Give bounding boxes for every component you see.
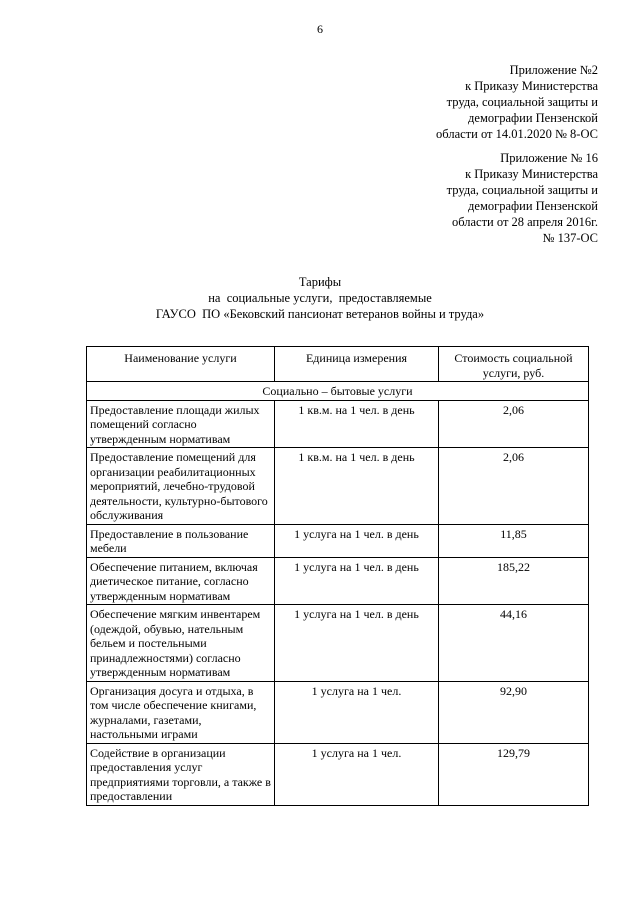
unit-cell: 1 кв.м. на 1 чел. в день bbox=[275, 448, 439, 525]
table-header-row bbox=[87, 347, 589, 382]
table-row bbox=[87, 605, 589, 682]
document-title bbox=[0, 274, 640, 322]
unit-cell: 1 услуга на 1 чел. bbox=[275, 681, 439, 743]
annex-1-line: к Приказу Министерства bbox=[465, 79, 598, 93]
table-row bbox=[87, 557, 589, 605]
header-service-name: Наименование услуги bbox=[87, 347, 275, 382]
unit-cell: 1 услуга на 1 чел. в день bbox=[275, 605, 439, 682]
title-line-services: на социальные услуги, предоставляемые bbox=[208, 291, 432, 305]
table-row bbox=[87, 448, 589, 525]
service-name-cell: Содействие в организации предоставления услуг предприятиями торговли, а также в предоставлении bbox=[87, 743, 275, 805]
annex-2-line: области от 28 апреля 2016г. bbox=[451, 215, 598, 229]
service-name-cell: Предоставление в пользование мебели bbox=[87, 524, 275, 557]
cost-cell: 11,85 bbox=[439, 524, 589, 557]
table-row bbox=[87, 400, 589, 448]
title-line-tariffs: Тарифы bbox=[298, 275, 342, 289]
annex-reference-current bbox=[436, 62, 598, 142]
unit-cell: 1 услуга на 1 чел. bbox=[275, 743, 439, 805]
annex-1-line: демографии Пензенской bbox=[468, 111, 598, 125]
unit-cell: 1 кв.м. на 1 чел. в день bbox=[275, 400, 439, 448]
annex-2-line: № 137-ОС bbox=[542, 231, 598, 245]
cost-cell: 92,90 bbox=[439, 681, 589, 743]
service-name-cell: Обеспечение питанием, включая диетическое питание, согласно утвержденным нормативам bbox=[87, 557, 275, 605]
service-name-cell: Предоставление площади жилых помещений согласно утвержденным нормативам bbox=[87, 400, 275, 448]
unit-cell: 1 услуга на 1 чел. в день bbox=[275, 524, 439, 557]
cost-cell: 2,06 bbox=[439, 400, 589, 448]
table-row bbox=[87, 681, 589, 743]
title-line-institution: ГАУСО ПО «Бековский пансионат ветеранов войны и труда» bbox=[155, 307, 485, 321]
annex-1-line: области от 14.01.2020 № 8-ОС bbox=[436, 127, 598, 141]
page-number: 6 bbox=[317, 22, 323, 36]
annex-2-line: Приложение № 16 bbox=[500, 151, 598, 165]
section-row bbox=[87, 382, 589, 401]
annex-2-line: к Приказу Министерства bbox=[465, 167, 598, 181]
service-name-cell: Организация досуга и отдыха, в том числе обеспечение книгами, журналами, газетами, настольными играми bbox=[87, 681, 275, 743]
tariff-table bbox=[86, 346, 589, 806]
annex-2-line: труда, социальной защиты и bbox=[446, 183, 598, 197]
cost-cell: 44,16 bbox=[439, 605, 589, 682]
unit-cell: 1 услуга на 1 чел. в день bbox=[275, 557, 439, 605]
header-unit: Единица измерения bbox=[275, 347, 439, 382]
service-name-cell: Обеспечение мягким инвентарем (одеждой, обувью, нательным бельем и постельными принадлежностями) согласно утвержденным нормативам bbox=[87, 605, 275, 682]
cost-cell: 2,06 bbox=[439, 448, 589, 525]
annex-1-line: труда, социальной защиты и bbox=[446, 95, 598, 109]
annex-2-line: демографии Пензенской bbox=[468, 199, 598, 213]
service-name-cell: Предоставление помещений для организации реабилитационных мероприятий, лечебно-трудовой деятельности, культурно-бытового обслуживания bbox=[87, 448, 275, 525]
cost-cell: 185,22 bbox=[439, 557, 589, 605]
table-row bbox=[87, 743, 589, 805]
header-cost: Стоимость социальной услуги, руб. bbox=[439, 347, 589, 382]
annex-reference-original bbox=[447, 150, 598, 246]
cost-cell: 129,79 bbox=[439, 743, 589, 805]
annex-1-line: Приложение №2 bbox=[509, 63, 598, 77]
table-row bbox=[87, 524, 589, 557]
section-title: Социально – бытовые услуги bbox=[87, 382, 589, 401]
